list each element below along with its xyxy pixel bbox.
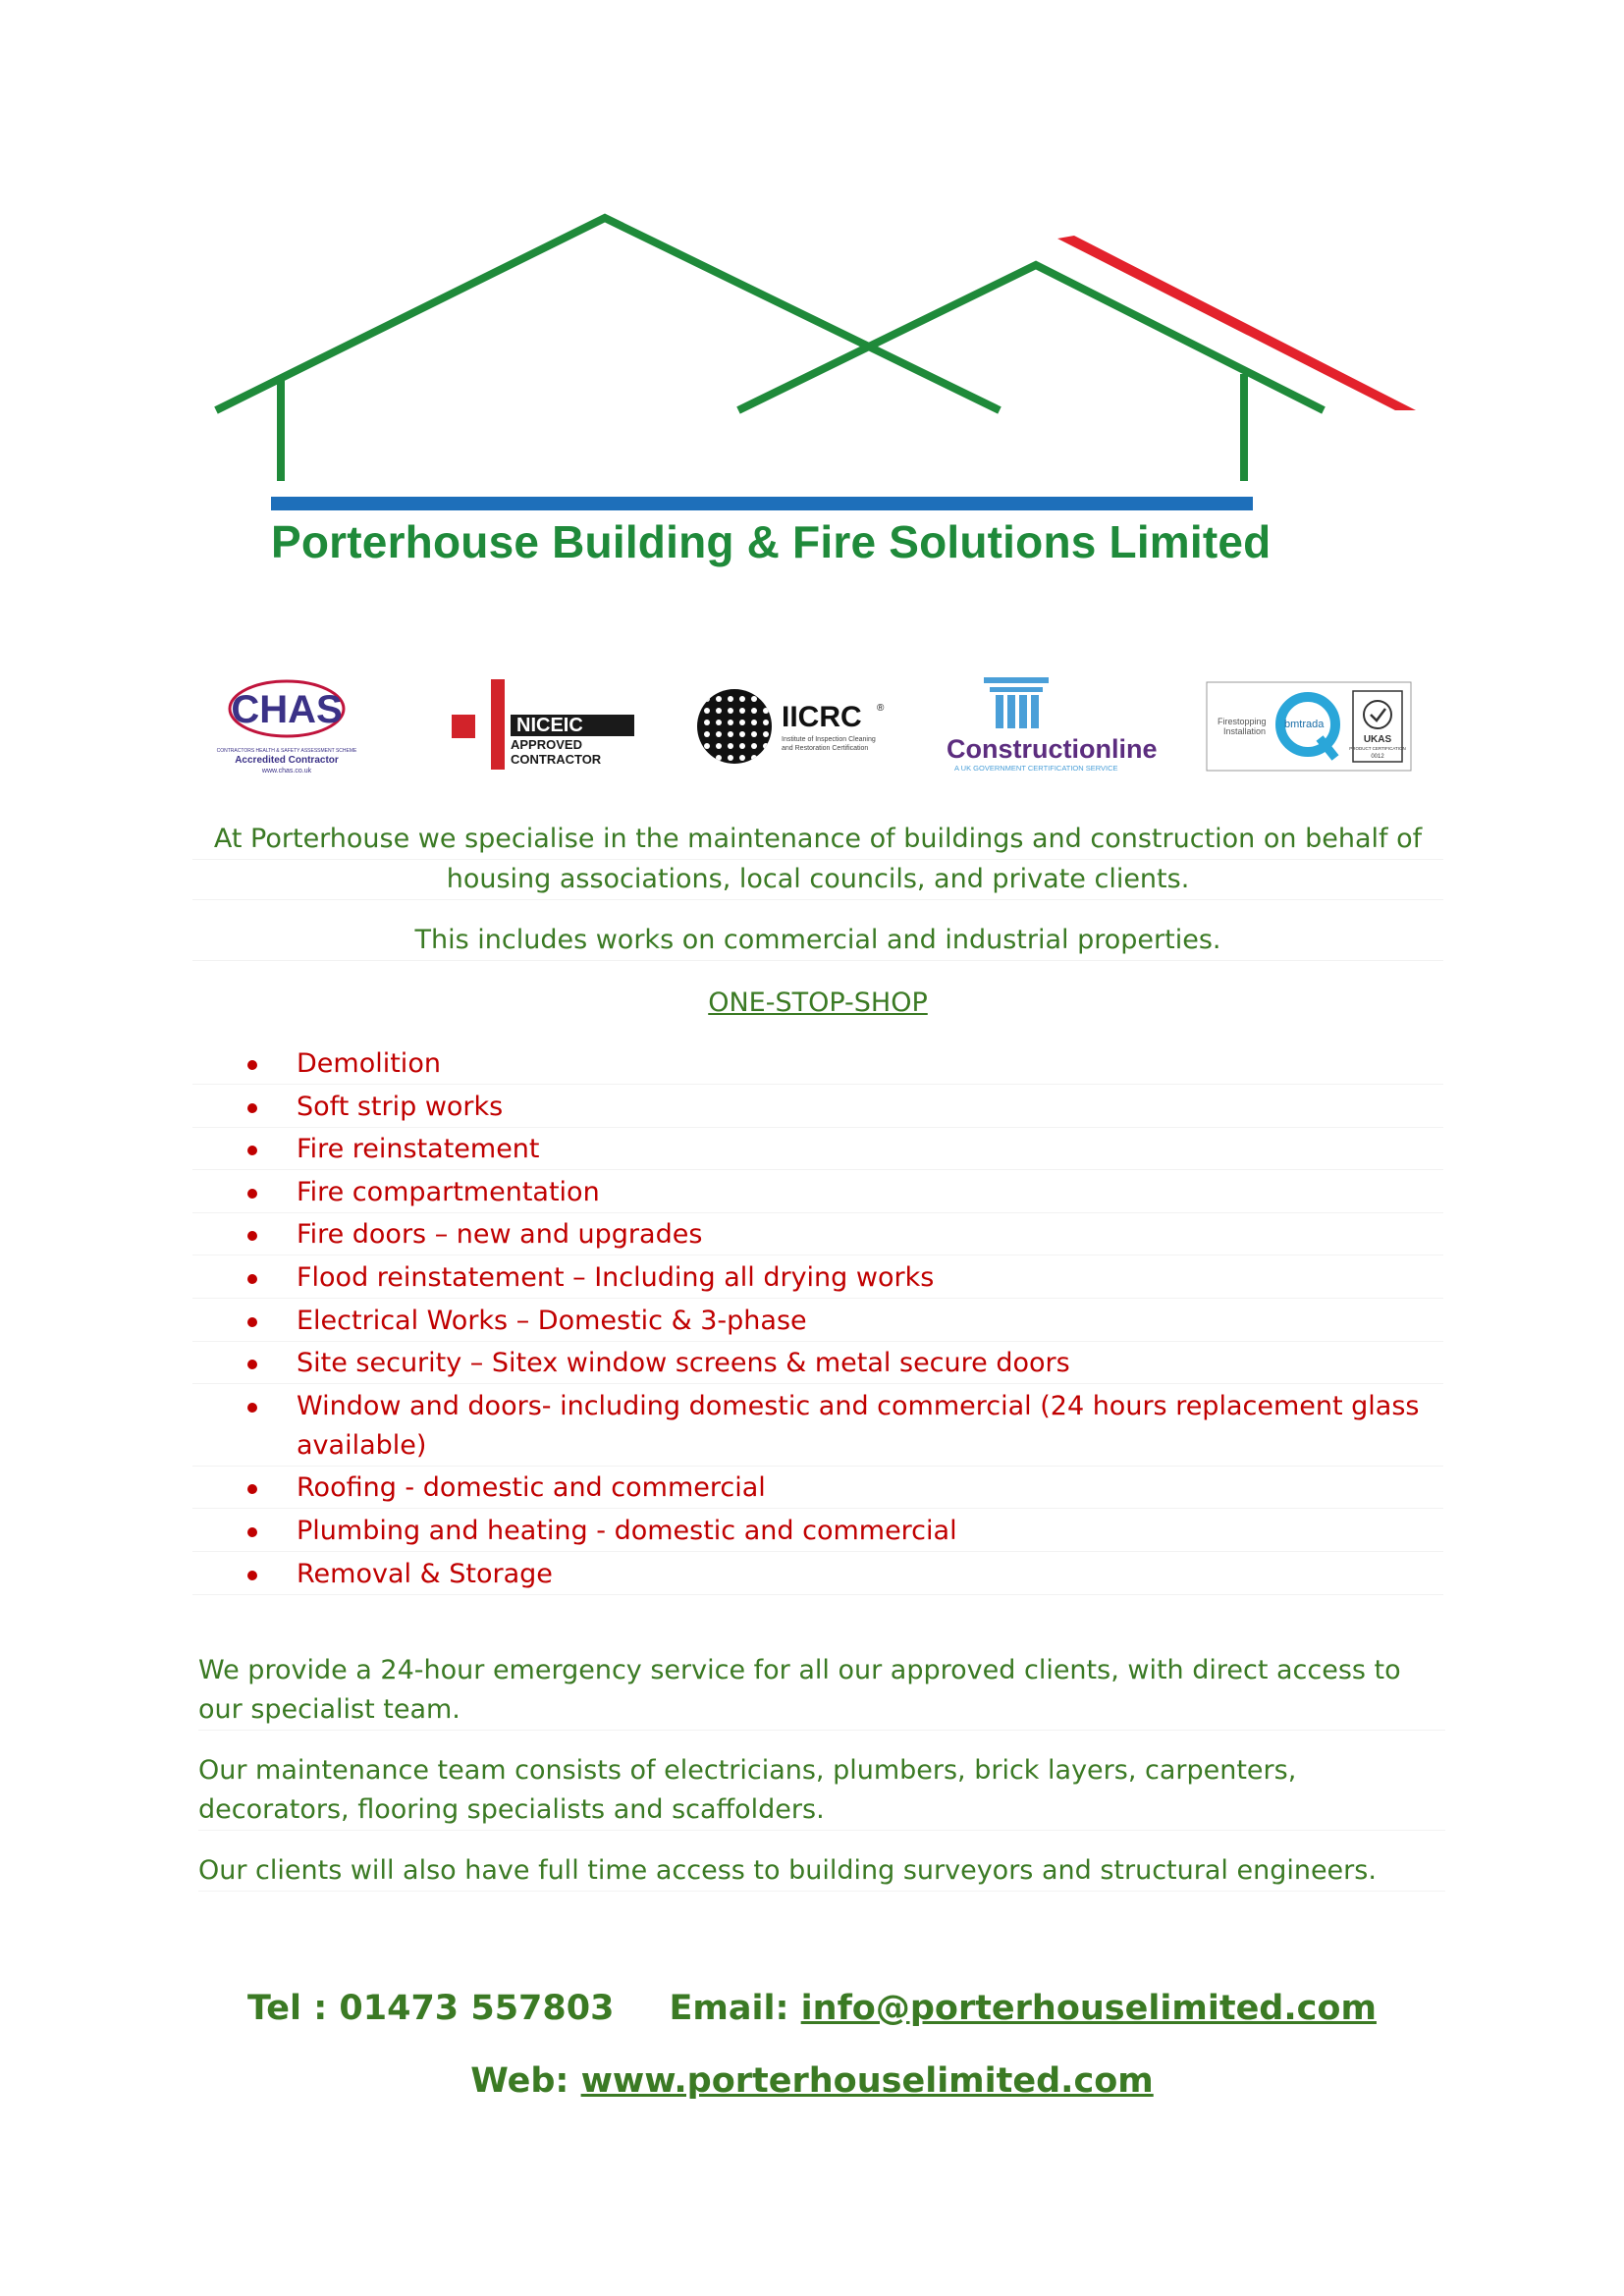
iicrc-line2: and Restoration Certification <box>782 745 869 752</box>
constructionline-logo <box>945 675 1161 775</box>
email-link[interactable]: info@porterhouselimited.com <box>800 1989 1377 2028</box>
service-item-label: Electrical Works – Domestic & 3-phase <box>297 1305 807 1336</box>
bullet-icon <box>247 1317 257 1327</box>
service-item-label: Soft strip works <box>297 1091 504 1122</box>
service-item <box>192 1468 1443 1509</box>
includes-text: This includes works on commercial and industrial properties. <box>192 921 1443 961</box>
team-paragraph: Our maintenance team consists of electricians, plumbers, brick layers, carpenters, decorators, flooring specialists and scaffolders. <box>198 1751 1445 1831</box>
intro-text <box>192 820 1443 900</box>
iicrc-reg: ® <box>877 703 885 714</box>
bullet-icon <box>247 1360 257 1369</box>
emergency-paragraph: We provide a 24-hour emergency service for all our approved clients, with direct access to our specialist team. <box>198 1651 1445 1731</box>
bmtrada-ukas-logo <box>1206 681 1412 772</box>
service-item <box>192 1215 1443 1255</box>
bullet-icon <box>247 1274 257 1284</box>
constructionline-sub: A UK GOVERNMENT CERTIFICATION SERVICE <box>954 764 1118 773</box>
bmtrada-ukas-icon <box>1206 681 1412 772</box>
bmtrada-line2: Installation <box>1223 726 1267 736</box>
service-item-label: Fire doors – new and upgrades <box>297 1219 703 1251</box>
service-item-label: Removal & Storage <box>297 1558 553 1589</box>
bullet-icon <box>247 1231 257 1241</box>
service-item <box>192 1173 1443 1213</box>
bullet-icon <box>247 1484 257 1494</box>
service-item-label: Site security – Sitex window screens & metal secure doors <box>297 1348 1070 1379</box>
contact-line-2 <box>0 2061 1624 2101</box>
bmtrada-line1: Firestopping <box>1218 717 1267 726</box>
contact-line-1 <box>0 1989 1624 2028</box>
tel-number: 01473 557803 <box>339 1989 615 2028</box>
one-stop-shop-heading: ONE-STOP-SHOP <box>708 988 928 1018</box>
service-item-label: Fire compartmentation <box>297 1176 600 1207</box>
chas-title: CHAS <box>231 688 343 731</box>
bullet-icon <box>247 1103 257 1113</box>
chas-logo-icon <box>216 675 359 777</box>
service-item-label: Plumbing and heating - domestic and commercial <box>297 1515 957 1546</box>
bullet-icon <box>247 1189 257 1199</box>
intro-line-1: At Porterhouse we specialise in the maintenance of buildings and construction on behalf of <box>192 820 1443 860</box>
bmtrada-brand: bmtrada <box>1284 719 1325 730</box>
service-item-label: Flood reinstatement – Including all drying works <box>297 1261 935 1293</box>
service-item-label: Roofing - domestic and commercial <box>297 1472 766 1504</box>
service-item-label: Fire reinstatement <box>297 1134 540 1165</box>
ukas-title: UKAS <box>1363 734 1392 745</box>
service-item <box>192 1258 1443 1299</box>
services-list <box>192 1044 1443 1597</box>
niceic-line2: CONTRACTOR <box>511 752 602 767</box>
iicrc-line1: Institute of Inspection Cleaning <box>782 736 876 743</box>
service-item <box>192 1088 1443 1128</box>
company-name: Porterhouse Building & Fire Solutions Limited <box>271 516 1272 567</box>
service-item <box>192 1512 1443 1552</box>
bullet-icon <box>247 1571 257 1580</box>
access-paragraph: Our clients will also have full time access to building surveyors and structural engineers. <box>198 1851 1445 1892</box>
service-item <box>192 1344 1443 1384</box>
bullet-icon <box>247 1527 257 1537</box>
chas-line3: www.chas.co.uk <box>261 768 312 774</box>
service-item-label: Demolition <box>297 1048 441 1079</box>
service-item <box>192 1387 1443 1467</box>
ukas-num: 0012 <box>1371 754 1384 760</box>
niceic-line1: APPROVED <box>511 737 582 752</box>
chas-line2: Accredited Contractor <box>235 755 339 766</box>
iicrc-globe-icon <box>695 687 901 766</box>
bullet-icon <box>247 1060 257 1070</box>
constructionline-pillar-icon <box>945 675 1161 775</box>
tel-label: Tel : <box>247 1989 328 2028</box>
niceic-title: NICEIC <box>516 715 583 736</box>
niceic-logo <box>452 679 638 770</box>
web-label: Web: <box>470 2061 569 2101</box>
service-item <box>192 1130 1443 1170</box>
bullet-icon <box>247 1403 257 1413</box>
intro-line-2: housing associations, local councils, and private clients. <box>192 860 1443 900</box>
service-item <box>192 1555 1443 1595</box>
service-item-label: Window and doors- including domestic and commercial (24 hours replacement glass available) <box>297 1390 1420 1461</box>
email-label: Email: <box>669 1989 789 2028</box>
service-item <box>192 1044 1443 1085</box>
constructionline-title: Constructionline <box>947 734 1158 764</box>
iicrc-title: IICRC <box>782 701 862 733</box>
ukas-sub: PRODUCT CERTIFICATION <box>1349 746 1406 751</box>
house-roofs-logo-icon <box>196 196 1434 520</box>
chas-line1: CONTRACTORS HEALTH & SAFETY ASSESSMENT SCHEME <box>216 748 357 754</box>
web-link[interactable]: www.porterhouselimited.com <box>580 2061 1154 2101</box>
niceic-logo-icon <box>452 679 638 770</box>
iicrc-logo <box>695 687 901 766</box>
service-item <box>192 1302 1443 1342</box>
bullet-icon <box>247 1146 257 1155</box>
chas-logo <box>216 675 359 777</box>
